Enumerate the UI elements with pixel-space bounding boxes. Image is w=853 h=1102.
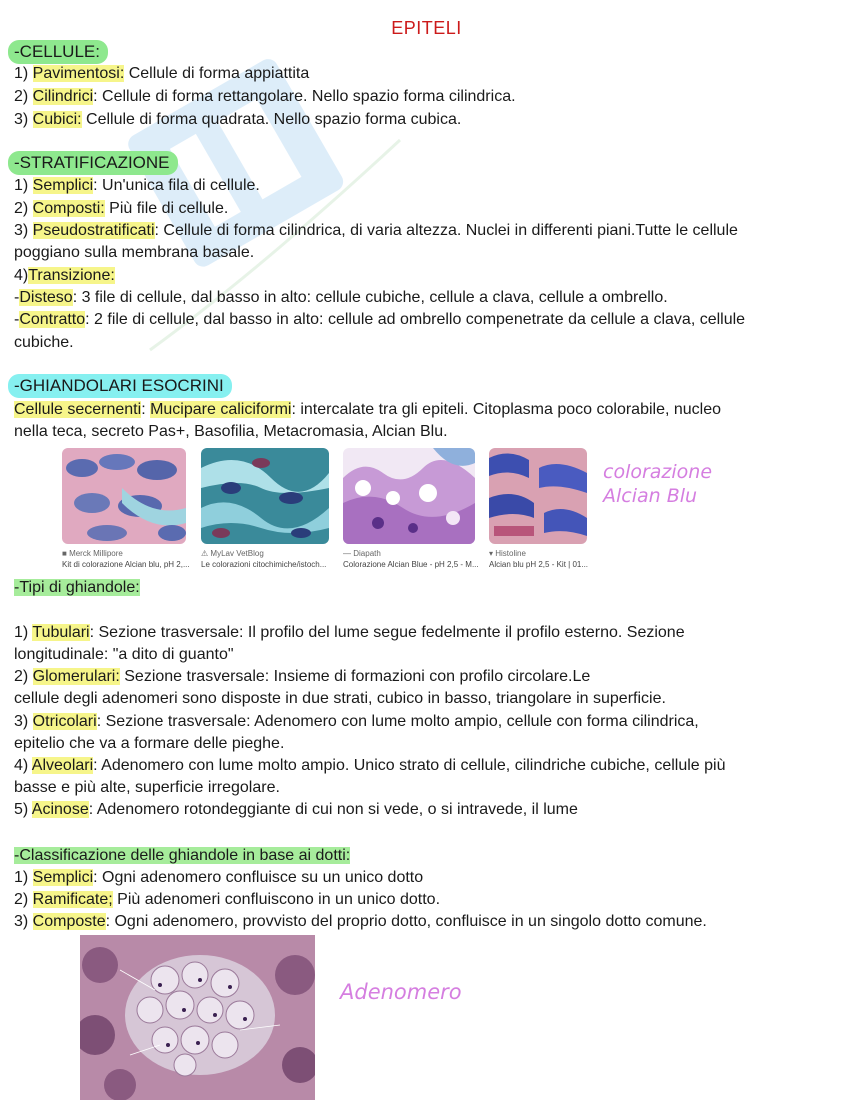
list-item: 3) Cubici: Cellule di forma quadrata. Nello spazio forma cubica. [14, 111, 462, 128]
list-item-continuation: poggiano sulla membrana basale. [14, 244, 255, 261]
list-item: 1) Tubulari: Sezione trasversale: Il profilo del lume segue fedelmente il profilo esterno. Sezione [14, 624, 685, 641]
image-source-4: ▾ Histoline [489, 549, 526, 558]
histology-image-3[interactable] [343, 448, 475, 544]
image-caption-1: Kit di colorazione Alcian blu, pH 2,... [62, 560, 190, 569]
list-item: -Disteso: 3 file di cellule, dal basso in alto: cellule cubiche, cellule a clava, cellule a ombrello. [14, 289, 668, 306]
list-item: 3) Pseudostratificati: Cellule di forma cilindrica, di varia altezza. Nuclei in differenti piani.Tutte le cellule [14, 222, 738, 239]
image-source-3: — Diapath [343, 549, 381, 558]
list-item: 3) Otricolari: Sezione trasversale: Adenomero con lume molto ampio, cellule con forma cilindrica, [14, 713, 699, 730]
list-item: 1) Semplici: Un'unica fila di cellule. [14, 177, 260, 194]
image-source-2: ⚠ MyLav VetBlog [201, 549, 264, 558]
histology-image-2[interactable] [201, 448, 329, 544]
section-header-stratificazione: -STRATIFICAZIONE [8, 151, 178, 175]
list-item: 2) Composti: Più file di cellule. [14, 200, 229, 217]
list-item-continuation: cubiche. [14, 334, 74, 351]
section-header-classificazione: -Classificazione delle ghiandole in base ai dotti: [14, 847, 351, 864]
list-item: 3) Composte: Ogni adenomero, provvisto del proprio dotto, confluisce in un singolo dotto comune. [14, 913, 707, 930]
histology-image-4[interactable] [489, 448, 587, 544]
section-header-cellule: -CELLULE: [8, 40, 108, 64]
handwritten-annotation-adenomero: Adenomero [340, 980, 462, 1004]
list-item: 1) Pavimentosi: Cellule di forma appiattita [14, 65, 310, 82]
list-item-continuation: basse e più alte, superficie irregolare. [14, 779, 280, 796]
image-caption-3: Colorazione Alcian Blue - pH 2,5 - M... [343, 560, 479, 569]
list-item: -Contratto: 2 file di cellule, dal basso in alto: cellule ad ombrello compenetrate da cellule a clava, cellule [14, 311, 746, 328]
page-title: EPITELI [391, 18, 462, 38]
handwritten-annotation-alcian: colorazione Alcian Blu [603, 461, 713, 507]
list-item: 2) Glomerulari: Sezione trasversale: Insieme di formazioni con profilo circolare.Le [14, 668, 591, 685]
adenomero-histology-image[interactable] [80, 935, 315, 1100]
list-item: 4)Transizione: [14, 267, 115, 284]
image-caption-4: Alcian blu pH 2,5 - Kit | 01... [489, 560, 589, 569]
list-item-continuation: epitelio che va a formare delle pieghe. [14, 735, 285, 752]
image-source-1: ■ Merck Millipore [62, 549, 123, 558]
paragraph-continuation: nella teca, secreto Pas+, Basofilia, Metacromasia, Alcian Blu. [14, 423, 448, 440]
list-item: 4) Alveolari: Adenomero con lume molto ampio. Unico strato di cellule, cilindriche cubiche, cellule più [14, 757, 726, 774]
list-item-continuation: cellule degli adenomeri sono disposte in due strati, cubico in basso, triangolare in superficie. [14, 690, 666, 707]
section-header-ghiandolari: -GHIANDOLARI ESOCRINI [8, 374, 232, 398]
list-item: 2) Cilindrici: Cellule di forma rettangolare. Nello spazio forma cilindrica. [14, 88, 516, 105]
histology-image-1[interactable] [62, 448, 186, 544]
section-header-tipi: -Tipi di ghiandole: [14, 579, 140, 596]
list-item: 1) Semplici: Ogni adenomero confluisce su un unico dotto [14, 869, 424, 886]
paragraph: Cellule secernenti: Mucipare caliciformi: intercalate tra gli epiteli. Citoplasma poco colorabile, nucleo [14, 401, 722, 418]
list-item: 2) Ramificate; Più adenomeri confluiscono in un unico dotto. [14, 891, 441, 908]
list-item: 5) Acinose: Adenomero rotondeggiante di cui non si vede, o si intravede, il lume [14, 801, 578, 818]
image-caption-2: Le colorazioni citochimiche/istoch... [201, 560, 327, 569]
list-item-continuation: longitudinale: "a dito di guanto" [14, 646, 234, 663]
